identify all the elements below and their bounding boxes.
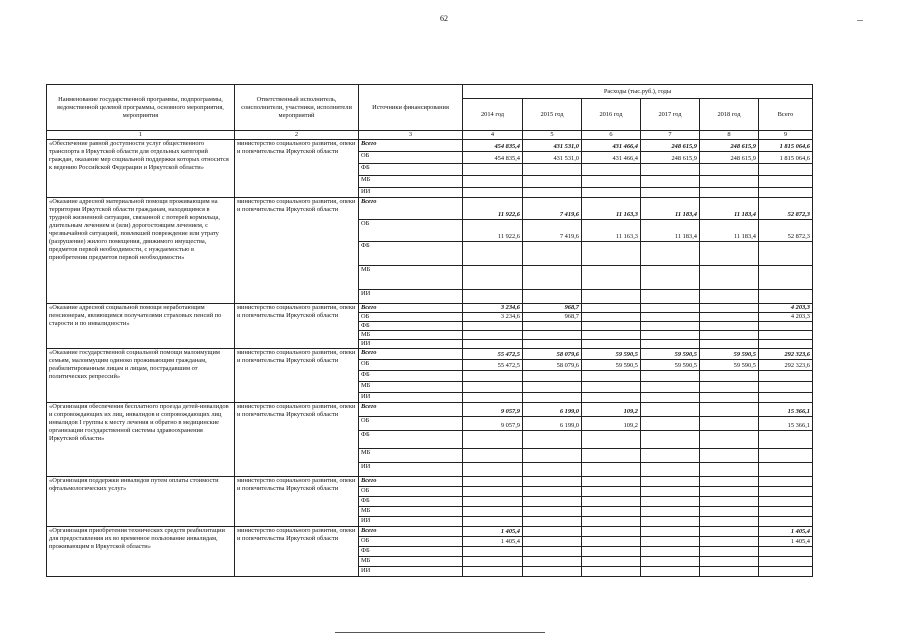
year-value-cell	[523, 507, 582, 517]
total-cell: 52 872,3	[759, 198, 813, 220]
year-value-cell	[582, 382, 641, 393]
funding-source: Всего	[359, 527, 463, 537]
year-value-cell	[700, 393, 759, 403]
year-value-cell: 431 531,0	[523, 140, 582, 152]
total-cell: 292 323,6	[759, 360, 813, 371]
year-value-cell	[463, 567, 523, 577]
funding-source: Всего	[359, 403, 463, 417]
year-value-cell	[463, 449, 523, 463]
total-cell: 15 366,1	[759, 403, 813, 417]
year-value-cell: 3 234,6	[463, 304, 523, 313]
funding-source: ИИ	[359, 188, 463, 198]
year-value-cell	[582, 340, 641, 349]
funding-source: ФБ	[359, 164, 463, 176]
year-value-cell: 11 163,3	[582, 198, 641, 220]
bottom-rule	[335, 632, 545, 633]
year-value-cell: 58 079,6	[523, 349, 582, 360]
column-index: 9	[759, 131, 813, 140]
funding-source: МБ	[359, 266, 463, 290]
year-value-cell	[582, 313, 641, 322]
year-value-cell	[582, 507, 641, 517]
year-value-cell	[523, 340, 582, 349]
year-value-cell	[582, 547, 641, 557]
funding-source: ОБ	[359, 487, 463, 497]
year-value-cell	[641, 313, 700, 322]
total-cell	[759, 487, 813, 497]
year-value-cell	[582, 497, 641, 507]
year-value-cell	[523, 557, 582, 567]
funding-source: МБ	[359, 507, 463, 517]
total-cell: 292 323,6	[759, 349, 813, 360]
funding-source: ИИ	[359, 290, 463, 304]
total-cell	[759, 331, 813, 340]
total-cell	[759, 547, 813, 557]
year-value-cell	[582, 517, 641, 527]
year-value-cell	[700, 417, 759, 431]
year-value-cell	[523, 567, 582, 577]
year-value-cell	[582, 371, 641, 382]
year-value-cell	[641, 517, 700, 527]
year-value-cell: 11 183,4	[641, 198, 700, 220]
year-value-cell	[700, 188, 759, 198]
column-index: 6	[582, 131, 641, 140]
year-value-cell	[641, 188, 700, 198]
year-value-cell	[641, 176, 700, 188]
year-value-cell	[700, 164, 759, 176]
total-cell	[759, 340, 813, 349]
measure-name: «Организация поддержки инвалидов путем оплаты стоимости офтальмологических услуг»	[47, 477, 235, 527]
header-name: Наименование государственной программы, подпрограммы, ведомственной целевой программы, основного мероприятия, мероприятия	[47, 85, 235, 131]
year-value-cell	[641, 164, 700, 176]
year-value-cell	[463, 176, 523, 188]
funding-source: ФБ	[359, 371, 463, 382]
funding-source: ОБ	[359, 417, 463, 431]
header-year: 2017 год	[641, 99, 700, 131]
funding-source: МБ	[359, 557, 463, 567]
year-value-cell: 6 199,0	[523, 403, 582, 417]
year-value-cell	[582, 449, 641, 463]
year-value-cell: 109,2	[582, 403, 641, 417]
year-value-cell	[463, 547, 523, 557]
year-value-cell	[582, 304, 641, 313]
year-value-cell	[523, 463, 582, 477]
year-value-cell	[582, 431, 641, 449]
year-value-cell	[641, 331, 700, 340]
year-value-cell	[523, 431, 582, 449]
funding-source: ОБ	[359, 313, 463, 322]
year-value-cell	[700, 242, 759, 266]
year-value-cell: 59 590,5	[582, 360, 641, 371]
year-value-cell	[641, 477, 700, 487]
funding-source: ОБ	[359, 152, 463, 164]
table-row	[47, 403, 813, 417]
total-cell	[759, 497, 813, 507]
year-value-cell	[641, 527, 700, 537]
year-value-cell	[523, 290, 582, 304]
total-cell	[759, 266, 813, 290]
year-value-cell: 1 405,4	[463, 537, 523, 547]
funding-source: ИИ	[359, 517, 463, 527]
year-value-cell	[641, 557, 700, 567]
expenses-table	[46, 84, 813, 577]
year-value-cell	[523, 322, 582, 331]
year-value-cell	[641, 403, 700, 417]
year-value-cell	[523, 371, 582, 382]
year-value-cell	[700, 477, 759, 487]
funding-source: ФБ	[359, 547, 463, 557]
year-value-cell	[463, 557, 523, 567]
column-index: 7	[641, 131, 700, 140]
funding-source: ОБ	[359, 360, 463, 371]
header-total: Всего	[759, 99, 813, 131]
year-value-cell	[582, 393, 641, 403]
year-value-cell	[700, 382, 759, 393]
year-value-cell: 11 183,4	[700, 198, 759, 220]
year-value-cell	[700, 567, 759, 577]
year-value-cell	[582, 176, 641, 188]
header-source: Источники финансирования	[359, 85, 463, 131]
year-value-cell: 59 590,5	[700, 360, 759, 371]
year-value-cell	[463, 331, 523, 340]
year-value-cell: 248 615,9	[700, 152, 759, 164]
year-value-cell	[523, 393, 582, 403]
year-value-cell: 454 835,4	[463, 152, 523, 164]
year-value-cell	[700, 557, 759, 567]
year-value-cell	[641, 567, 700, 577]
measure-name: «Оказание государственной социальной помощи малоимущим семьям, малоимущим одиноко проживающим гражданам, реабилитированным лицам и лицам, пострадавшим от политических репрессий»	[47, 349, 235, 403]
total-cell	[759, 382, 813, 393]
year-value-cell	[700, 313, 759, 322]
funding-source: ФБ	[359, 322, 463, 331]
year-value-cell	[700, 322, 759, 331]
year-value-cell	[641, 497, 700, 507]
year-value-cell	[523, 527, 582, 537]
year-value-cell	[700, 371, 759, 382]
year-value-cell	[523, 331, 582, 340]
year-value-cell	[641, 537, 700, 547]
year-value-cell	[700, 547, 759, 557]
total-cell	[759, 517, 813, 527]
total-cell	[759, 463, 813, 477]
funding-source: Всего	[359, 140, 463, 152]
year-value-cell	[463, 477, 523, 487]
measure-executor: министерство социального развития, опеки и попечительства Иркутской области	[235, 527, 359, 577]
year-value-cell	[523, 477, 582, 487]
total-cell	[759, 290, 813, 304]
total-cell	[759, 242, 813, 266]
total-cell	[759, 567, 813, 577]
year-value-cell	[582, 331, 641, 340]
total-cell: 1 815 064,6	[759, 152, 813, 164]
year-value-cell	[700, 537, 759, 547]
total-cell	[759, 507, 813, 517]
year-value-cell	[582, 537, 641, 547]
year-value-cell: 3 234,6	[463, 313, 523, 322]
funding-source: Всего	[359, 198, 463, 220]
header-year: 2018 год	[700, 99, 759, 131]
year-value-cell	[700, 403, 759, 417]
table-body	[47, 140, 813, 577]
funding-source: Всего	[359, 349, 463, 360]
year-value-cell	[463, 517, 523, 527]
year-value-cell: 431 466,4	[582, 140, 641, 152]
year-value-cell: 6 199,0	[523, 417, 582, 431]
year-value-cell: 431 531,0	[523, 152, 582, 164]
table-row	[47, 527, 813, 537]
year-value-cell	[641, 393, 700, 403]
year-value-cell	[463, 382, 523, 393]
year-value-cell	[700, 176, 759, 188]
year-value-cell	[582, 567, 641, 577]
year-value-cell	[582, 164, 641, 176]
year-value-cell	[641, 382, 700, 393]
year-value-cell: 968,7	[523, 304, 582, 313]
year-value-cell	[641, 449, 700, 463]
year-value-cell	[641, 417, 700, 431]
year-value-cell	[700, 266, 759, 290]
year-value-cell	[463, 340, 523, 349]
year-value-cell	[641, 463, 700, 477]
page-number: 62	[440, 14, 448, 23]
year-value-cell	[700, 449, 759, 463]
funding-source: МБ	[359, 331, 463, 340]
funding-source: ИИ	[359, 393, 463, 403]
column-index-row	[47, 131, 813, 140]
total-cell	[759, 322, 813, 331]
column-index: 2	[235, 131, 359, 140]
year-value-cell: 7 419,6	[523, 198, 582, 220]
year-value-cell	[700, 304, 759, 313]
year-value-cell: 59 590,5	[700, 349, 759, 360]
year-value-cell	[582, 290, 641, 304]
funding-source: Всего	[359, 304, 463, 313]
year-value-cell: 55 472,5	[463, 349, 523, 360]
year-value-cell	[463, 431, 523, 449]
year-value-cell: 248 615,9	[700, 140, 759, 152]
year-value-cell	[523, 517, 582, 527]
measure-name: «Организация приобретения технических средств реабилитации для предоставления их во временное пользование инвалидам, проживающим в Иркутской области»	[47, 527, 235, 577]
total-cell	[759, 393, 813, 403]
total-cell	[759, 188, 813, 198]
total-cell: 1 405,4	[759, 537, 813, 547]
column-index: 5	[523, 131, 582, 140]
year-value-cell	[582, 487, 641, 497]
year-value-cell	[700, 507, 759, 517]
measure-name: «Оказание адресной социальной помощи неработающим пенсионерам, являющимся получателями страховых пенсий по старости и по инвалидности»	[47, 304, 235, 349]
total-cell	[759, 431, 813, 449]
total-cell: 15 366,1	[759, 417, 813, 431]
total-cell: 4 203,3	[759, 304, 813, 313]
funding-source: ОБ	[359, 537, 463, 547]
year-value-cell	[641, 290, 700, 304]
year-value-cell	[641, 371, 700, 382]
year-value-cell: 11 163,3	[582, 220, 641, 242]
total-cell	[759, 176, 813, 188]
total-cell	[759, 371, 813, 382]
year-value-cell	[641, 242, 700, 266]
year-value-cell	[641, 322, 700, 331]
year-value-cell	[463, 164, 523, 176]
year-value-cell	[523, 547, 582, 557]
year-value-cell	[523, 382, 582, 393]
year-value-cell	[523, 497, 582, 507]
year-value-cell: 59 590,5	[641, 349, 700, 360]
corner-mark	[857, 20, 863, 21]
header-executor: Ответственный исполнитель, соисполнители, участники, исполнители мероприятий	[235, 85, 359, 131]
year-value-cell	[523, 188, 582, 198]
total-cell: 52 872,3	[759, 220, 813, 242]
table-row	[47, 304, 813, 313]
total-cell	[759, 449, 813, 463]
measure-executor: министерство социального развития, опеки и попечительства Иркутской области	[235, 477, 359, 527]
measure-executor: министерство социального развития, опеки и попечительства Иркутской области	[235, 403, 359, 477]
year-value-cell: 431 466,4	[582, 152, 641, 164]
year-value-cell: 58 079,6	[523, 360, 582, 371]
year-value-cell	[700, 340, 759, 349]
year-value-cell	[463, 322, 523, 331]
year-value-cell	[700, 517, 759, 527]
year-value-cell	[463, 266, 523, 290]
year-value-cell	[641, 431, 700, 449]
year-value-cell	[641, 304, 700, 313]
measure-name: «Обеспечение равной доступности услуг общественного транспорта в Иркутской области для отдельных категорий граждан, оказание мер социальной поддержки которых относится к ведению Российской Федерации и Иркутской области»	[47, 140, 235, 198]
year-value-cell: 11 922,6	[463, 198, 523, 220]
year-value-cell	[463, 487, 523, 497]
funding-source: ИИ	[359, 340, 463, 349]
year-value-cell	[582, 557, 641, 567]
funding-source: ИИ	[359, 567, 463, 577]
measure-executor: министерство социального развития, опеки и попечительства Иркутской области	[235, 349, 359, 403]
total-cell	[759, 477, 813, 487]
measure-executor: министерство социального развития, опеки и попечительства Иркутской области	[235, 304, 359, 349]
year-value-cell: 11 183,4	[700, 220, 759, 242]
year-value-cell	[582, 527, 641, 537]
year-value-cell: 248 615,9	[641, 140, 700, 152]
year-value-cell	[700, 463, 759, 477]
funding-source: ФБ	[359, 431, 463, 449]
year-value-cell	[582, 463, 641, 477]
year-value-cell	[641, 507, 700, 517]
year-value-cell	[523, 449, 582, 463]
year-value-cell: 968,7	[523, 313, 582, 322]
year-value-cell	[700, 431, 759, 449]
year-value-cell	[523, 242, 582, 266]
year-value-cell	[523, 537, 582, 547]
total-cell	[759, 557, 813, 567]
year-value-cell	[523, 487, 582, 497]
year-value-cell: 55 472,5	[463, 360, 523, 371]
year-value-cell	[641, 340, 700, 349]
year-value-cell	[523, 176, 582, 188]
table-row	[47, 198, 813, 220]
year-value-cell: 109,2	[582, 417, 641, 431]
year-value-cell	[463, 188, 523, 198]
total-cell	[759, 164, 813, 176]
year-value-cell: 7 419,6	[523, 220, 582, 242]
year-value-cell: 11 922,6	[463, 220, 523, 242]
year-value-cell	[523, 164, 582, 176]
year-value-cell	[463, 242, 523, 266]
year-value-cell	[641, 487, 700, 497]
year-value-cell	[463, 463, 523, 477]
total-cell: 1 815 064,6	[759, 140, 813, 152]
column-index: 4	[463, 131, 523, 140]
total-cell: 1 405,4	[759, 527, 813, 537]
column-index: 3	[359, 131, 463, 140]
funding-source: Всего	[359, 477, 463, 487]
year-value-cell: 454 835,4	[463, 140, 523, 152]
year-value-cell	[523, 266, 582, 290]
year-value-cell: 1 405,4	[463, 527, 523, 537]
measure-executor: министерство социального развития, опеки и попечительства Иркутской области	[235, 140, 359, 198]
year-value-cell	[582, 322, 641, 331]
funding-source: ФБ	[359, 242, 463, 266]
header-year: 2015 год	[523, 99, 582, 131]
year-value-cell	[700, 487, 759, 497]
year-value-cell	[641, 547, 700, 557]
year-value-cell	[700, 290, 759, 304]
measure-name: «Оказание адресной материальной помощи проживающим на территории Иркутской области гражданам, находящимся в трудной жизненной ситуации, связанной с потерей кормильца, длительным лечением и (или) дорогостоящим лечением, с чрезвычайной ситуацией, повлекшей повреждение или утрату (разрушение) жилого помещения, движимого имущества, предметов первой необходимости, с нуждаемостью в приобретении предметов первой необходимости»	[47, 198, 235, 304]
header-year: 2014 год	[463, 99, 523, 131]
year-value-cell	[700, 331, 759, 340]
funding-source: ИИ	[359, 463, 463, 477]
year-value-cell: 248 615,9	[641, 152, 700, 164]
year-value-cell	[582, 477, 641, 487]
total-cell: 4 203,3	[759, 313, 813, 322]
table-row	[47, 349, 813, 360]
year-value-cell: 59 590,5	[641, 360, 700, 371]
year-value-cell	[463, 507, 523, 517]
year-value-cell	[582, 266, 641, 290]
table-row	[47, 477, 813, 487]
year-value-cell	[582, 188, 641, 198]
year-value-cell	[641, 266, 700, 290]
funding-source: ОБ	[359, 220, 463, 242]
year-value-cell: 11 183,4	[641, 220, 700, 242]
year-value-cell	[582, 242, 641, 266]
year-value-cell: 59 590,5	[582, 349, 641, 360]
year-value-cell	[700, 497, 759, 507]
funding-source: МБ	[359, 449, 463, 463]
measure-name: «Организация обеспечения бесплатного проезда детей-инвалидов и сопровождающих их лиц, инвалидов и сопровождающих лиц инвалидов I группы к месту лечения и обратно в медицинские организации государственной системы здравоохранения Иркутской области»	[47, 403, 235, 477]
year-value-cell: 9 057,9	[463, 403, 523, 417]
column-index: 1	[47, 131, 235, 140]
header-expenses: Расходы (тыс.руб.), годы	[463, 85, 813, 99]
funding-source: МБ	[359, 382, 463, 393]
year-value-cell	[463, 371, 523, 382]
year-value-cell	[463, 497, 523, 507]
table-header	[47, 85, 813, 140]
header-year: 2016 год	[582, 99, 641, 131]
column-index: 8	[700, 131, 759, 140]
year-value-cell	[463, 290, 523, 304]
year-value-cell	[463, 393, 523, 403]
table-row	[47, 140, 813, 152]
measure-executor: министерство социального развития, опеки и попечительства Иркутской области	[235, 198, 359, 304]
year-value-cell: 9 057,9	[463, 417, 523, 431]
funding-source: МБ	[359, 176, 463, 188]
funding-source: ФБ	[359, 497, 463, 507]
year-value-cell	[700, 527, 759, 537]
